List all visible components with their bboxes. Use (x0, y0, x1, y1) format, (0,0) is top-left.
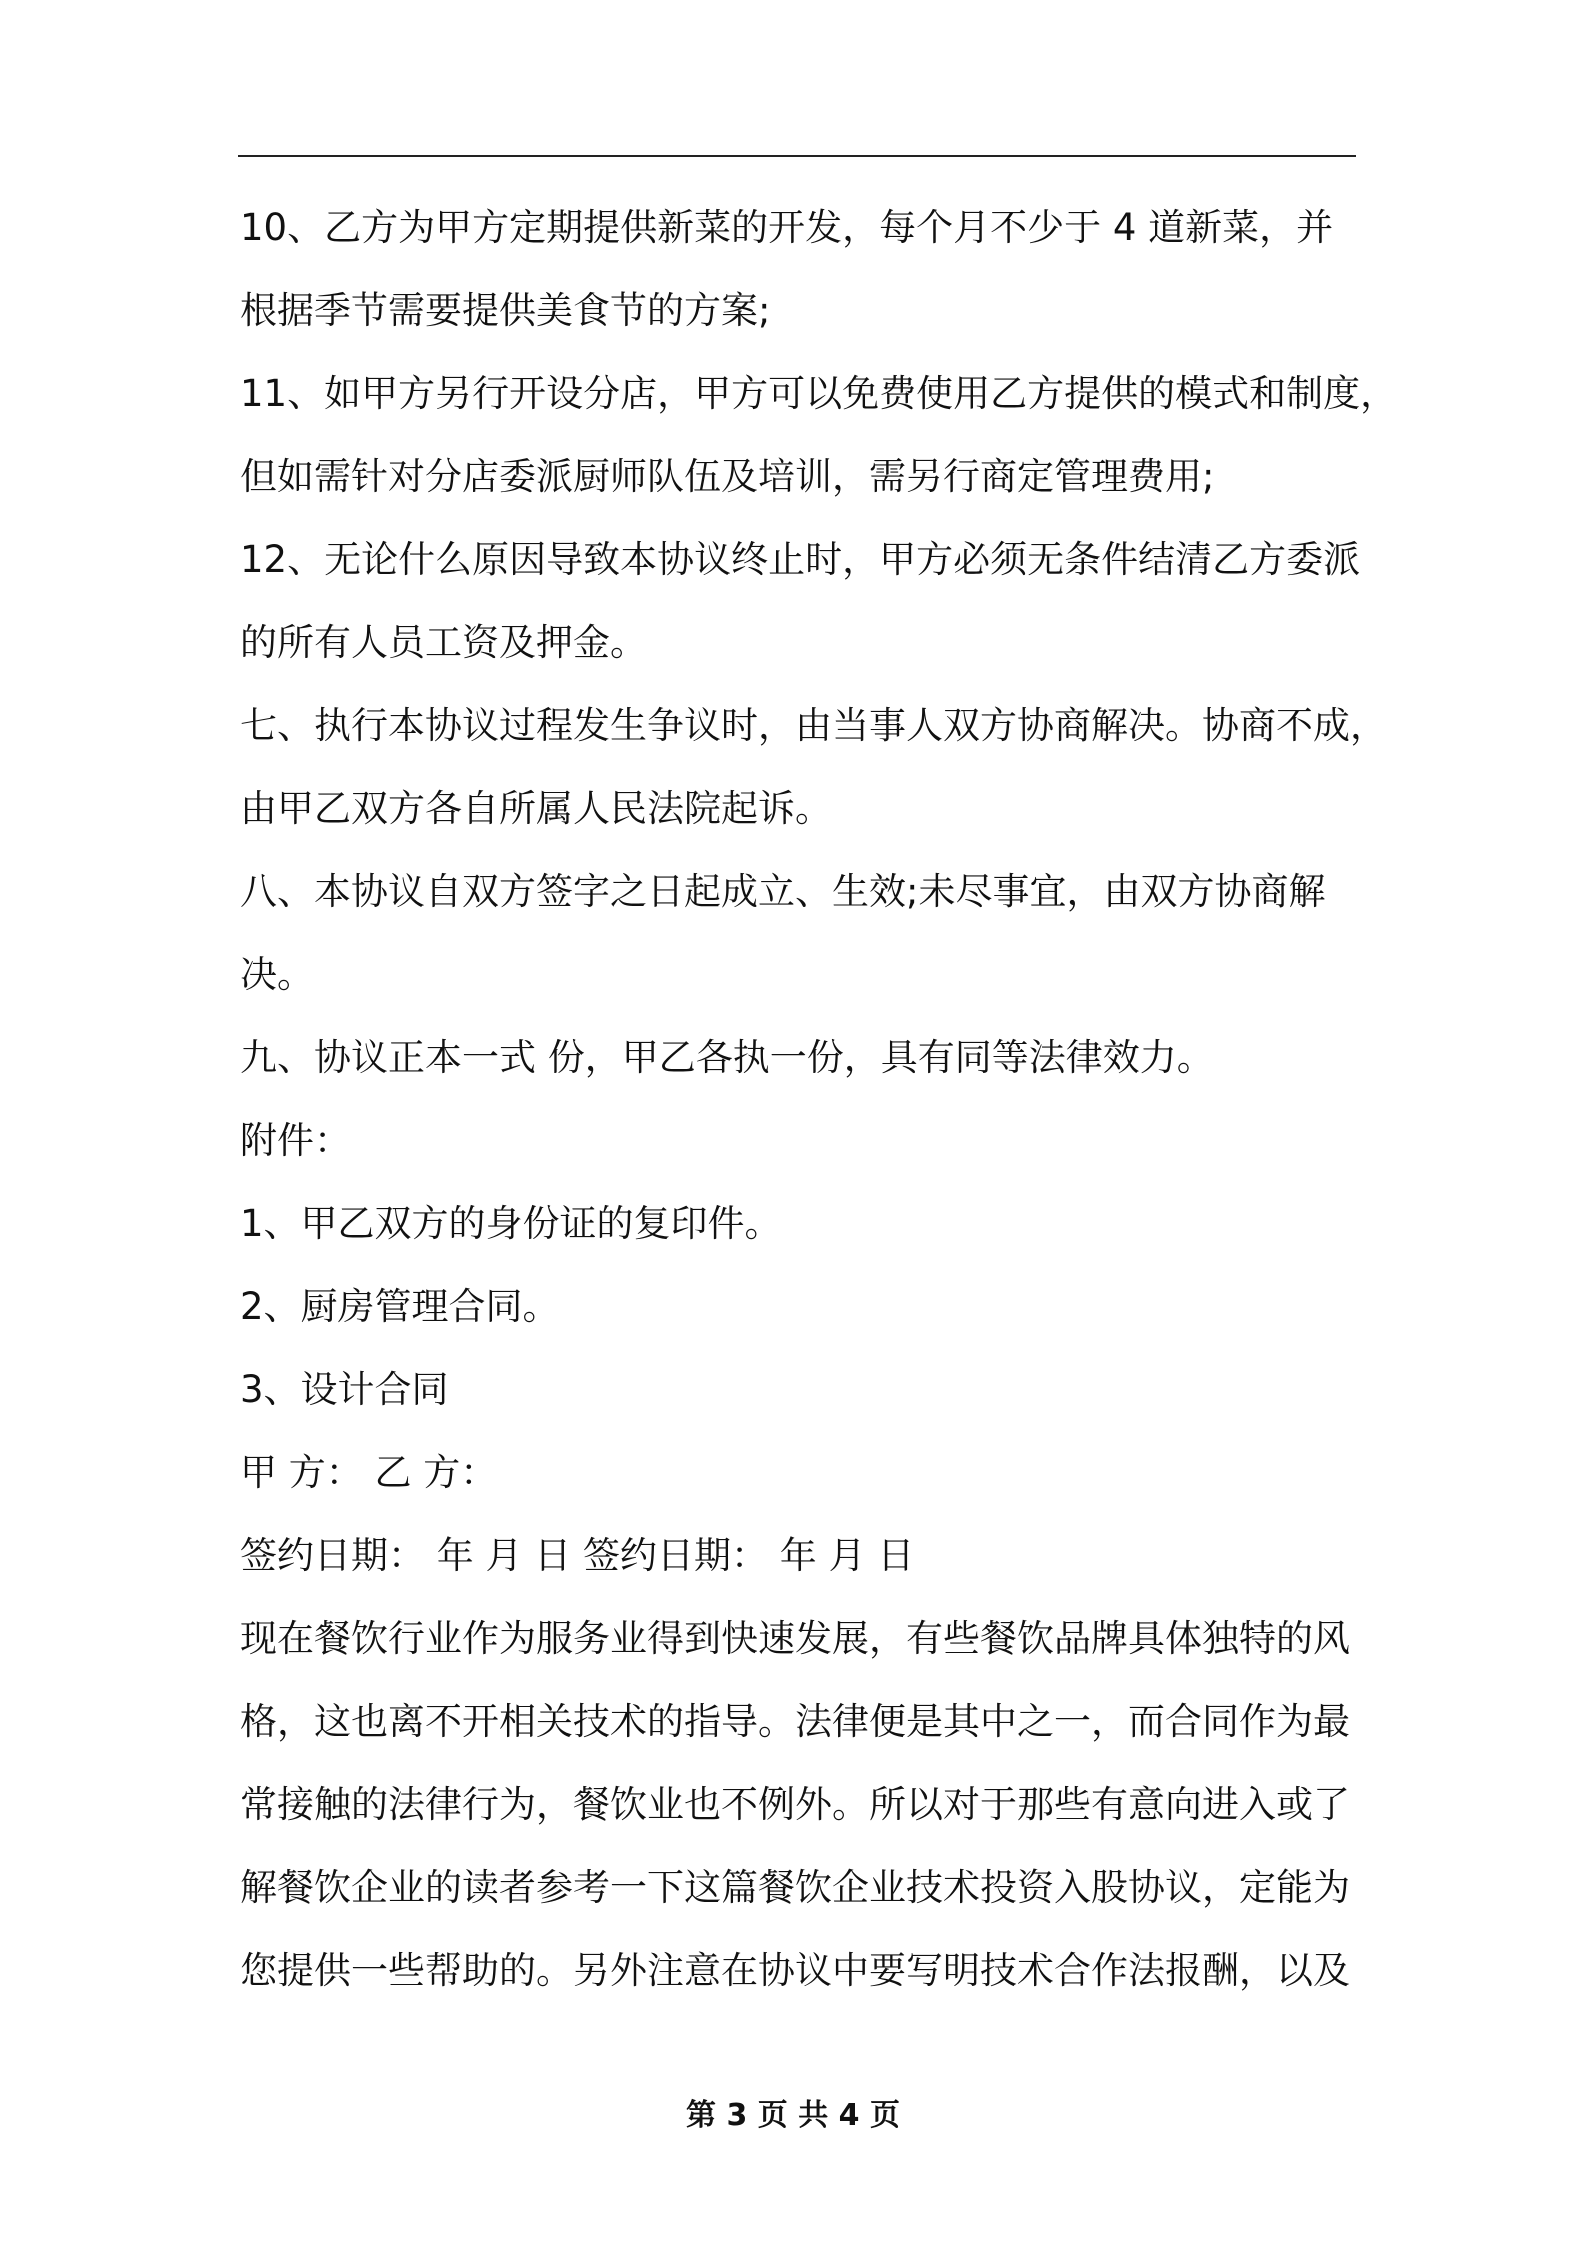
page-footer: 第 3 页 共 4 页 (686, 2098, 900, 2133)
text-line: 八、本协议自双方签字之日起成立、生效;未尽事宜，由双方协商解 (240, 870, 1326, 913)
text-line: 附件： (240, 1119, 351, 1162)
text-line: 常接触的法律行为，餐饮业也不例外。所以对于那些有意向进入或了 (240, 1783, 1350, 1826)
text-line: 11、如甲方另行开设分店，甲方可以免费使用乙方提供的模式和制度， (240, 372, 1398, 415)
text-line: 由甲乙双方各自所属人民法院起诉。 (240, 787, 832, 830)
text-line: 1、甲乙双方的身份证的复印件。 (240, 1202, 782, 1245)
text-line: 签约日期： 年 月 日 签约日期： 年 月 日 (240, 1534, 915, 1577)
text-line: 现在餐饮行业作为服务业得到快速发展，有些餐饮品牌具体独特的风 (240, 1617, 1350, 1660)
text-line: 七、执行本协议过程发生争议时，由当事人双方协商解决。协商不成， (240, 704, 1387, 747)
header-rule (238, 155, 1356, 157)
text-line: 九、协议正本一式 份，甲乙各执一份，具有同等法律效力。 (240, 1036, 1214, 1079)
text-line: 甲 方： 乙 方： (240, 1451, 498, 1494)
text-line: 2、厨房管理合同。 (240, 1285, 560, 1328)
document-body (240, 186, 1398, 2012)
text-line: 您提供一些帮助的。另外注意在协议中要写明技术合作法报酬，以及 (240, 1949, 1350, 1992)
text-line: 格，这也离不开相关技术的指导。法律便是其中之一，而合同作为最 (240, 1700, 1350, 1743)
text-line: 决。 (240, 953, 314, 996)
text-line: 但如需针对分店委派厨师队伍及培训，需另行商定管理费用; (240, 455, 1215, 498)
text-line: 根据季节需要提供美食节的方案; (240, 289, 771, 332)
text-line: 3、设计合同 (240, 1368, 449, 1411)
text-line: 10、乙方为甲方定期提供新菜的开发，每个月不少于 4 道新菜，并 (240, 206, 1334, 249)
text-line: 解餐饮企业的读者参考一下这篇餐饮企业技术投资入股协议，定能为 (240, 1866, 1350, 1909)
text-line: 12、无论什么原因导致本协议终止时，甲方必须无条件结清乙方委派 (240, 538, 1361, 581)
text-line: 的所有人员工资及押金。 (240, 621, 647, 664)
